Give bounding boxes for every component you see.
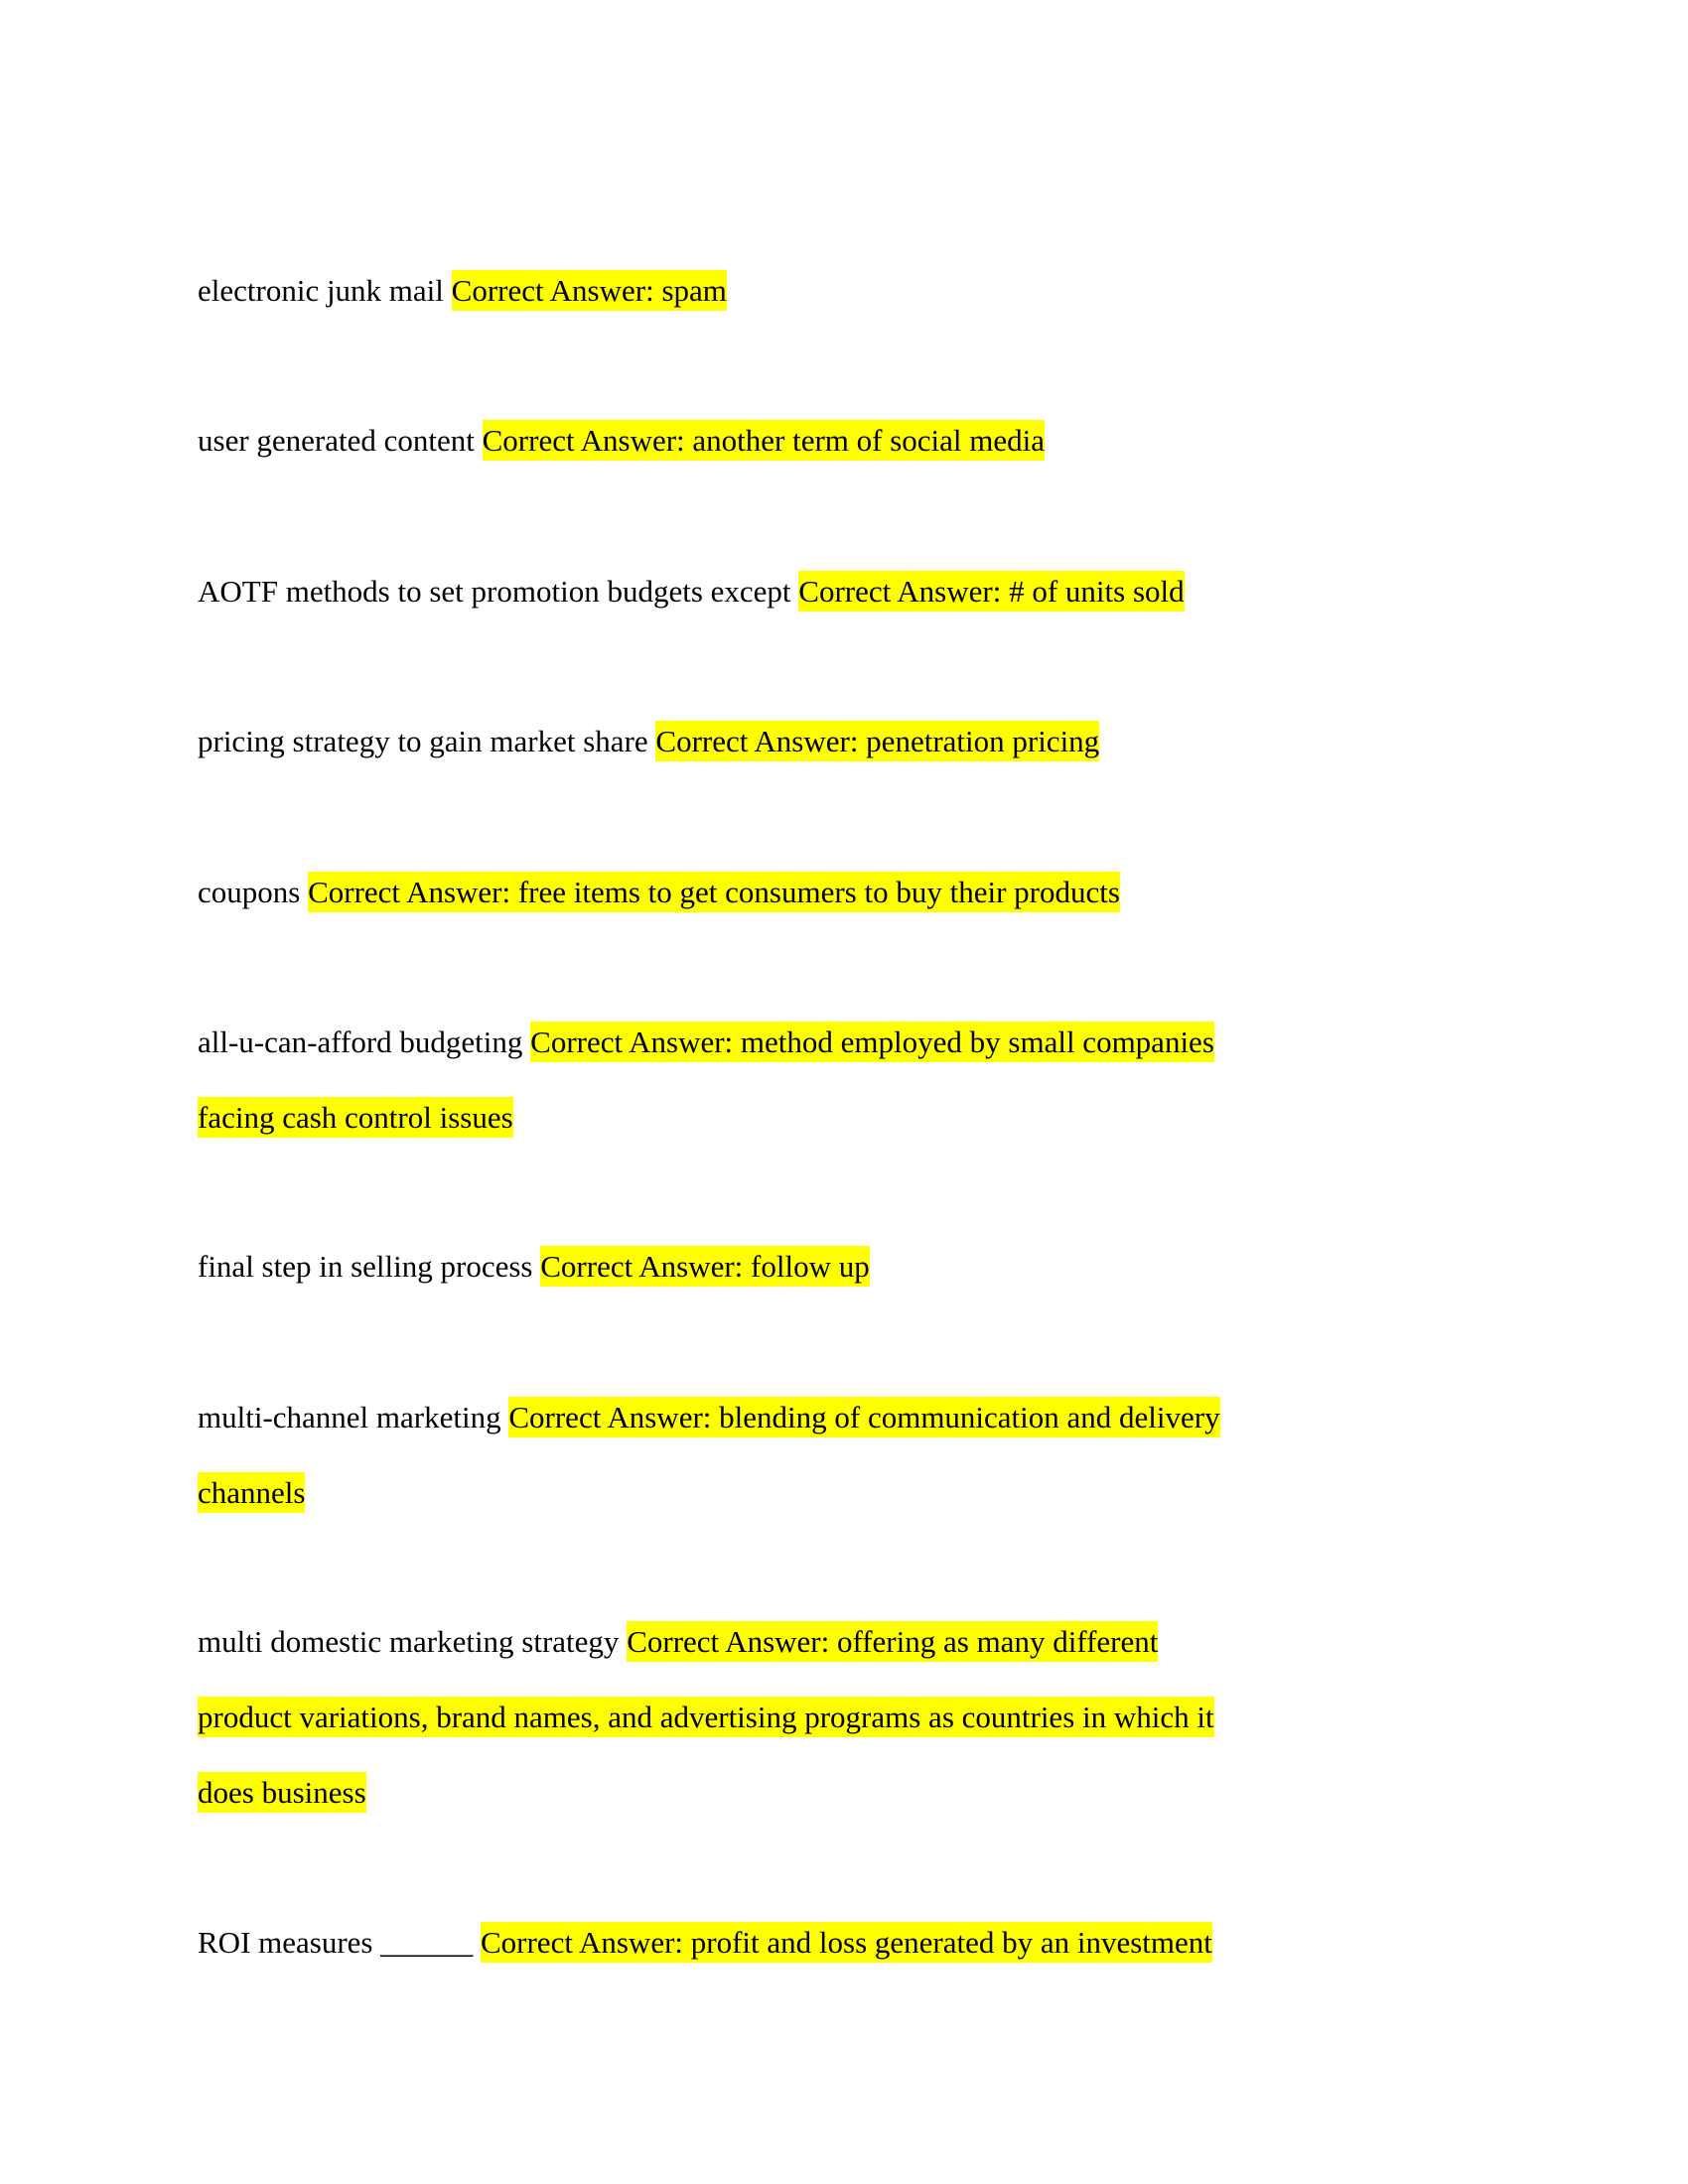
qa-line	[198, 1905, 1508, 1980]
qa-line	[198, 1755, 1508, 1831]
answer-text: facing cash control issues	[198, 1097, 513, 1138]
qa-item	[198, 1604, 1508, 1831]
qa-item	[198, 253, 1508, 329]
qa-line	[198, 1380, 1508, 1455]
answer-text: channels	[198, 1472, 305, 1513]
qa-item	[198, 704, 1508, 779]
qa-item	[198, 403, 1508, 478]
qa-item	[198, 1905, 1508, 1980]
qa-line	[198, 1080, 1508, 1156]
question-text: multi-channel marketing	[198, 1400, 501, 1434]
question-text: final step in selling process	[198, 1249, 533, 1284]
answer-text: does business	[198, 1772, 366, 1813]
qa-line	[198, 1229, 1508, 1304]
qa-item	[198, 1380, 1508, 1531]
qa-line	[198, 1005, 1508, 1080]
qa-line	[198, 704, 1508, 779]
answer-text: product variations, brand names, and advertising programs as countries in which it	[198, 1697, 1214, 1737]
answer-text: Correct Answer: penetration pricing	[655, 721, 1099, 761]
qa-item	[198, 1005, 1508, 1156]
question-text: pricing strategy to gain market share	[198, 724, 648, 758]
answer-text: Correct Answer: spam	[452, 270, 727, 311]
qa-line	[198, 1680, 1508, 1755]
answer-text: Correct Answer: follow up	[540, 1246, 869, 1287]
qa-item	[198, 855, 1508, 930]
answer-text: Correct Answer: profit and loss generated by an investment	[481, 1922, 1212, 1963]
qa-line	[198, 1455, 1508, 1531]
question-text: AOTF methods to set promotion budgets except	[198, 574, 791, 609]
answer-text: Correct Answer: offering as many different	[627, 1621, 1158, 1662]
question-text: all-u-can-afford budgeting	[198, 1024, 523, 1059]
qa-line	[198, 554, 1508, 629]
answer-text: Correct Answer: blending of communication and delivery	[508, 1397, 1219, 1437]
answer-text: Correct Answer: free items to get consumers to buy their products	[308, 872, 1120, 912]
answer-text: Correct Answer: another term of social media	[483, 420, 1045, 461]
qa-item	[198, 1229, 1508, 1304]
question-text: ROI measures ______	[198, 1925, 474, 1960]
qa-line	[198, 403, 1508, 478]
qa-line	[198, 253, 1508, 329]
answer-text: Correct Answer: # of units sold	[798, 571, 1184, 612]
question-text: user generated content	[198, 423, 475, 458]
question-text: multi domestic marketing strategy	[198, 1624, 620, 1659]
answer-text: Correct Answer: method employed by small companies	[530, 1022, 1214, 1062]
qa-line	[198, 855, 1508, 930]
question-text: coupons	[198, 875, 301, 909]
question-text: electronic junk mail	[198, 273, 444, 308]
qa-line	[198, 1604, 1508, 1680]
qa-item	[198, 554, 1508, 629]
